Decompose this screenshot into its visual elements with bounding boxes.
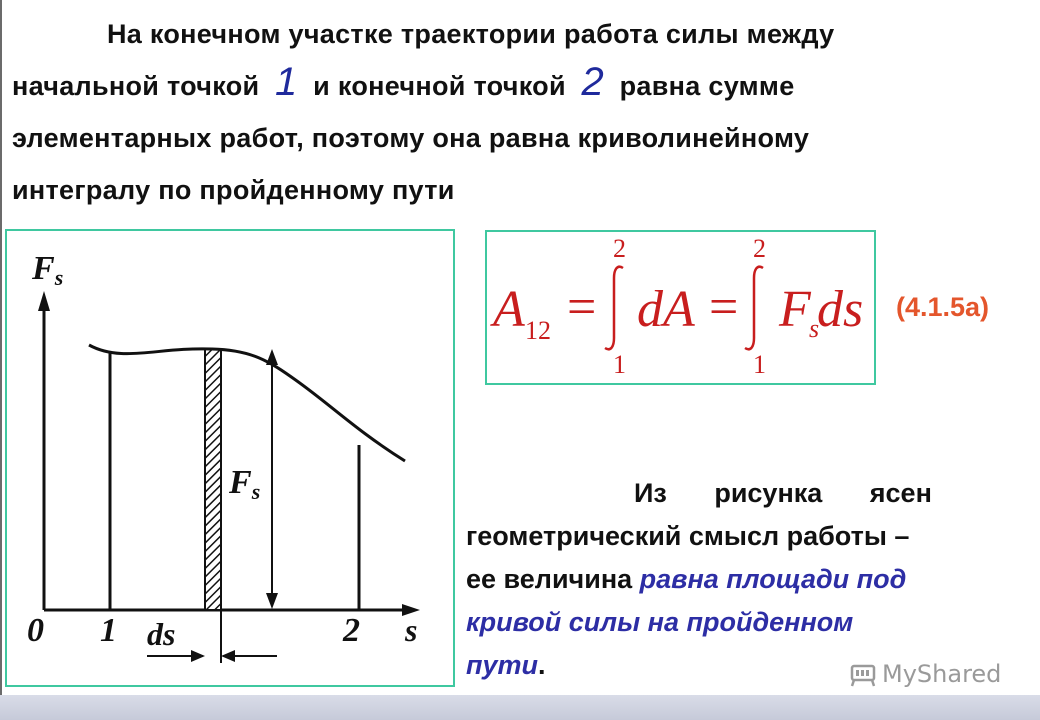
myshared-logo xyxy=(848,658,1001,690)
equation-number: (4.1.5а) xyxy=(896,292,990,322)
y-axis-label: Fs xyxy=(32,250,64,290)
formula-upper-2: 2 xyxy=(753,234,766,263)
bottom-bar xyxy=(0,695,1040,720)
formula-F-sub: s xyxy=(809,314,820,343)
tick-1-label: 1 xyxy=(100,612,117,649)
point-1-label: 1 xyxy=(275,60,298,104)
formula-lower-2: 1 xyxy=(753,350,766,379)
force-graph-frame xyxy=(5,229,455,687)
slide-edge xyxy=(0,0,2,695)
intro-line-2 xyxy=(12,60,1028,112)
myshared-logo-icon xyxy=(848,660,878,688)
intro-line-2b: и конечной точкой xyxy=(313,71,566,101)
geo-line-3-highlight: равна площади под xyxy=(639,564,907,594)
intro-line-2a: начальной точкой xyxy=(12,71,260,101)
point-2-label: 2 xyxy=(581,60,605,104)
force-graph xyxy=(7,231,453,685)
tick-2-label: 2 xyxy=(343,612,360,649)
intro-line-3: элементарных работ, поэтому она равна криволинейному xyxy=(12,123,810,153)
formula-upper-1: 2 xyxy=(613,234,626,263)
formula-ds: ds xyxy=(817,281,864,338)
formula-eq-1: = xyxy=(567,279,597,336)
geo-line-3-plain: ее величина xyxy=(466,564,633,594)
ds-strip xyxy=(205,349,221,610)
formula-frame xyxy=(485,230,876,385)
formula-eq-2: = xyxy=(709,279,739,336)
ds-label: ds xyxy=(147,616,176,652)
ds-arrow-right-head xyxy=(221,650,235,662)
integral-sign-1 xyxy=(599,262,629,354)
geo-line-2: геометрический смысл работы – xyxy=(466,521,910,551)
geo-line-1: Из рисунка ясен xyxy=(634,478,932,508)
force-label: Fs xyxy=(229,464,261,504)
fs-arrow-head-bottom xyxy=(266,593,278,609)
formula-F: F xyxy=(779,281,811,338)
force-curve xyxy=(89,345,405,461)
formula-lower-1: 1 xyxy=(613,350,626,379)
geo-line-3 xyxy=(466,558,1026,601)
integral-sign-2 xyxy=(739,262,769,354)
ds-arrow-left-head xyxy=(191,650,205,662)
formula-A-sub: 12 xyxy=(525,316,551,345)
myshared-logo-text: MyShared xyxy=(882,660,1002,688)
formula-A: A xyxy=(493,281,525,338)
intro-line-4: интегралу по пройденному пути xyxy=(12,175,455,205)
origin-label: 0 xyxy=(27,612,44,649)
geo-line-4: кривой силы на пройденном xyxy=(466,607,854,637)
y-axis-arrow xyxy=(38,291,50,311)
formula-dA: dA xyxy=(637,281,695,338)
x-axis-label: s xyxy=(405,612,418,648)
intro-line-1: На конечном участке траектории работа силы между xyxy=(107,19,835,49)
intro-line-2c: равна сумме xyxy=(619,71,795,101)
fs-arrow-head-top xyxy=(266,349,278,365)
geo-line-5-end: . xyxy=(538,650,546,680)
intro-paragraph xyxy=(12,8,1028,216)
geo-line-5-highlight: пути xyxy=(466,650,539,680)
geometry-paragraph xyxy=(466,472,1026,687)
